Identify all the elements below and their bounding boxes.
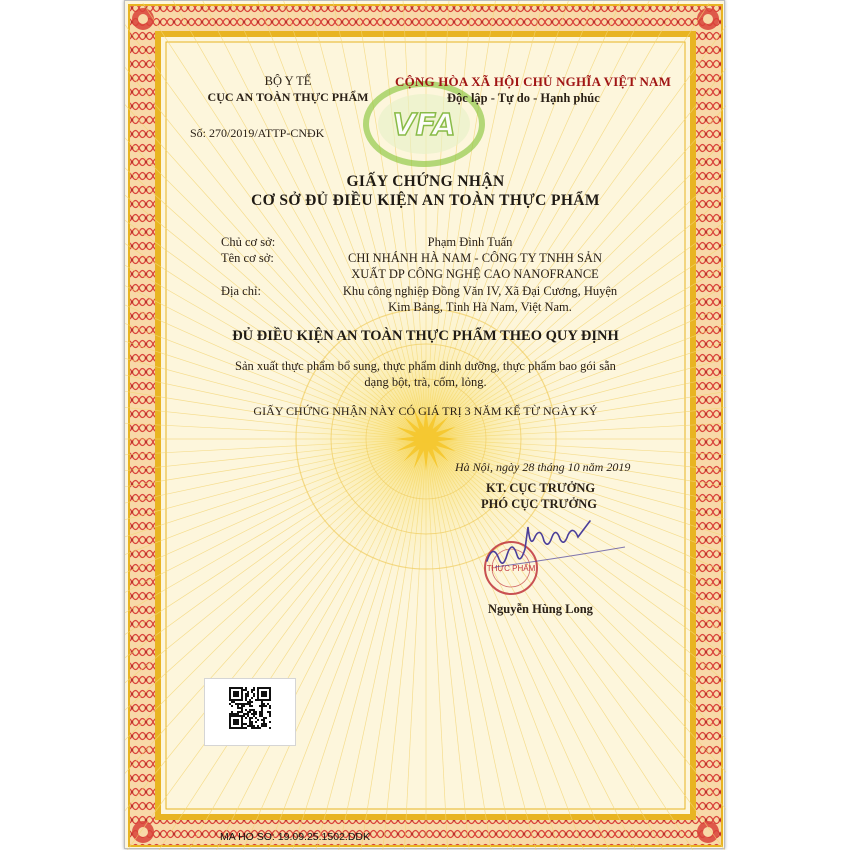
signer-name: Nguyễn Hùng Long xyxy=(488,602,593,616)
qualification-statement: ĐỦ ĐIỀU KIỆN AN TOÀN THỰC PHẨM THEO QUY ĐỊNH xyxy=(232,328,619,344)
dossier-number: MA HO SO: 19.09.25.1502.DDK xyxy=(220,831,370,843)
scope-line-2: dạng bột, trà, cốm, lỏng. xyxy=(364,375,487,389)
validity-statement: GIẤY CHỨNG NHẬN NÀY CÓ GIÁ TRỊ 3 NĂM KỂ TỪ NGÀY KÝ xyxy=(253,404,598,418)
facility-name-label: Tên cơ sở: xyxy=(221,251,274,265)
owner-value: Phạm Đình Tuấn xyxy=(427,235,513,249)
facility-name-line-1: CHI NHÁNH HÀ NAM - CÔNG TY TNHH SẢN xyxy=(348,251,602,265)
certificate-subtitle: CƠ SỞ ĐỦ ĐIỀU KIỆN AN TOÀN THỰC PHẨM xyxy=(251,192,600,209)
certificate-sheet xyxy=(124,0,725,849)
ministry-name: BỘ Y TẾ xyxy=(264,74,312,88)
address-line-2: Kim Bảng, Tỉnh Hà Nam, Việt Nam. xyxy=(388,300,572,314)
signer-role-1: KT. CỤC TRƯỞNG xyxy=(486,481,596,495)
document-number: Số: 270/2019/ATTP-CNĐK xyxy=(190,126,325,140)
qr-code xyxy=(204,678,296,746)
svg-text:VFA: VFA xyxy=(392,108,456,143)
place-and-date: Hà Nội, ngày 28 tháng 10 năm 2019 xyxy=(455,460,631,474)
country-name: CỘNG HÒA XÃ HỘI CHỦ NGHĨA VIỆT NAM xyxy=(395,74,672,89)
agency-name: CỤC AN TOÀN THỰC PHẨM xyxy=(207,90,369,104)
address-label: Địa chỉ: xyxy=(221,284,261,298)
national-motto: Độc lập - Tự do - Hạnh phúc xyxy=(447,91,600,105)
scope-line-1: Sản xuất thực phẩm bổ sung, thực phẩm dinh dưỡng, thực phẩm bao gói sẵn xyxy=(235,359,616,373)
facility-name-line-2: XUẤT DP CÔNG NGHỆ CAO NANOFRANCE xyxy=(351,267,599,281)
owner-label: Chủ cơ sở: xyxy=(221,235,276,249)
svg-text:THỰC PHẨM: THỰC PHẨM xyxy=(486,564,536,573)
address-line-1: Khu công nghiệp Đồng Văn IV, Xã Đại Cương, Huyện xyxy=(342,284,618,298)
certificate-title: GIẤY CHỨNG NHẬN xyxy=(346,173,505,190)
signer-role-2: PHÓ CỤC TRƯỞNG xyxy=(481,497,597,511)
